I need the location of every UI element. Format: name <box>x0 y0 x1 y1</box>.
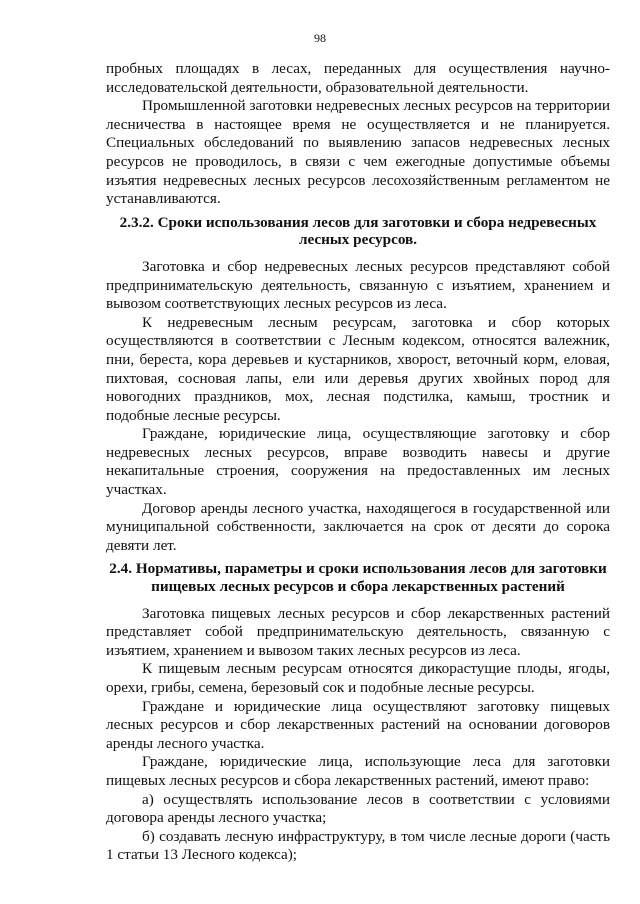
paragraph-right-b: б) создавать лесную инфраструктуру, в том числе лесные дороги (часть 1 статьи 13 Лесного кодекса); <box>106 827 610 864</box>
paragraph-food-resources-definition: Заготовка пищевых лесных ресурсов и сбор лекарственных растений представляет собой предпринимательскую деятельность, связанную с изъятием, хранением и вывозом таких лесных ресурсов из леса. <box>106 604 610 659</box>
section-heading-2-4: 2.4. Нормативы, параметры и сроки использования лесов для заготовки пищевых лесных ресурсов и сбора лекарственных растений <box>109 560 607 596</box>
paragraph-citizens-rights-structures: Граждане, юридические лица, осуществляющие заготовку и сбор недревесных лесных ресурсов, вправе возводить навесы и другие некапитальные строения, сооружения на предоставленных им лесных участках. <box>106 425 610 499</box>
paragraph-continuation: пробных площадях в лесах, переданных для осуществления научно-исследовательской деятельности, образовательной деятельности. <box>106 60 610 96</box>
page-number: 98 <box>314 31 326 45</box>
document-body <box>106 60 610 865</box>
paragraph-right-a: а) осуществлять использование лесов в соответствии с условиями договора аренды лесного участка; <box>106 790 610 827</box>
paragraph-lease-term: Договор аренды лесного участка, находящегося в государственной или муниципальной собственности, заключается на срок от десяти до сорока девяти лет. <box>106 499 610 554</box>
paragraph-harvesting-definition: Заготовка и сбор недревесных лесных ресурсов представляют собой предпринимательскую деятельность, связанную с изъятием, хранением и вывозом соответствующих лесных ресурсов из леса. <box>106 257 610 313</box>
paragraph-lease-basis: Граждане и юридические лица осуществляют заготовку пищевых лесных ресурсов и сбор лекарственных растений на основании договоров аренды лесного участка. <box>106 697 610 752</box>
paragraph-non-wood-resources-list: К недревесным лесным ресурсам, заготовка и сбор которых осуществляются в соответствии с Лесным кодексом, относятся валежник, пни, береста, кора деревьев и кустарников, хворост, веточный корм, еловая, пихтовая, сосновая лапы, ели или деревья других хвойных пород для новогодних праздников, мох, лесная подстилка, камыш, тростник и подобные лесные ресурсы. <box>106 313 610 424</box>
section-heading-2-3-2: 2.3.2. Сроки использования лесов для заготовки и сбора недревесных лесных ресурсов. <box>119 213 597 249</box>
paragraph-industrial-harvesting: Промышленной заготовки недревесных лесных ресурсов на территории лесничества в настоящее время не осуществляется и не планируется. Специальных обследований по выявлению запасов недревесных лесных ресурсов не проводилось, в связи с чем ежегодные допустимые объемы изъятия недревесных лесных ресурсов лесохозяйственным регламентом не устанавливаются. <box>106 97 610 208</box>
paragraph-food-resources-list: К пищевым лесным ресурсам относятся дикорастущие плоды, ягоды, орехи, грибы, семена, березовый сок и подобные лесные ресурсы. <box>106 660 610 696</box>
paragraph-rights-intro: Граждане, юридические лица, использующие леса для заготовки пищевых лесных ресурсов и сбора лекарственных растений, имеют право: <box>106 753 610 789</box>
